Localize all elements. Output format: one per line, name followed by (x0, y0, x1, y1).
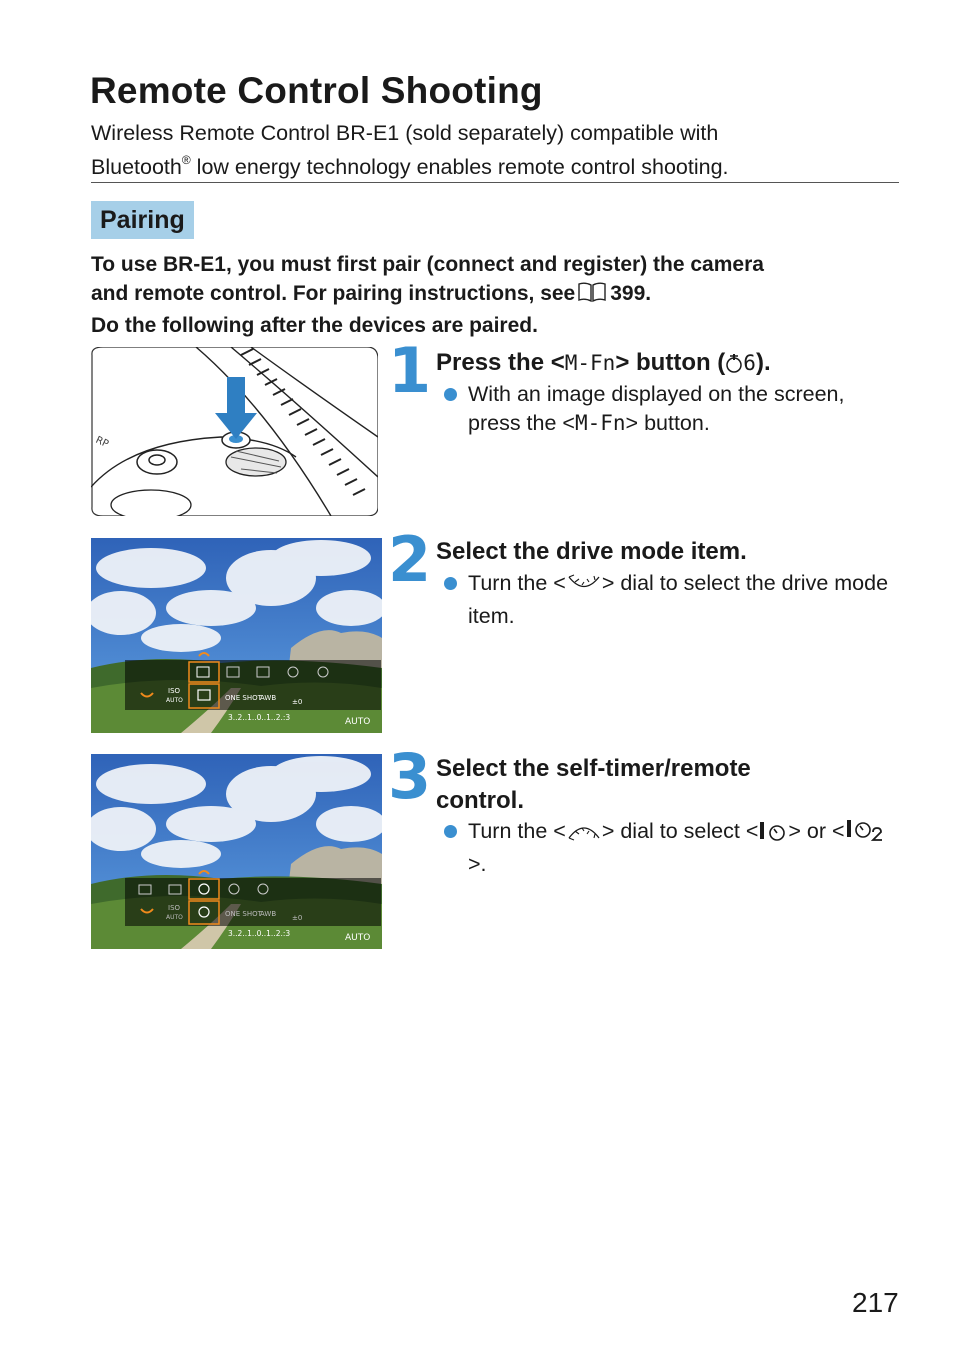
iso-label: ISO (168, 904, 181, 912)
page-title: Remote Control Shooting (90, 70, 543, 111)
step-1-title-b: > button ( (615, 349, 726, 376)
step-2-title: Select the drive mode item. (436, 538, 747, 565)
remote-2s-timer-icon (845, 818, 889, 850)
step-3-body-a: Turn the < (468, 819, 566, 843)
bullet-icon (444, 577, 457, 590)
quick-control-dial-icon (566, 820, 602, 850)
exposure-scale: 3..2..1..0..1..2.:3 (228, 713, 291, 722)
white-balance: AWB (260, 910, 277, 918)
step-1-body (444, 380, 896, 438)
af-mode: ONE SHOT (225, 910, 262, 918)
step-1-title-a: Press the < (436, 349, 565, 376)
step-1-title (436, 347, 896, 383)
step-1-title-c: ). (755, 349, 771, 376)
camera-screen-self-timer (91, 754, 382, 949)
step-3-number: 3 (388, 740, 432, 813)
registered-mark: ® (181, 153, 191, 167)
step-3-body (444, 817, 896, 879)
white-balance: AWB (260, 694, 277, 702)
iso-label: ISO (168, 687, 181, 695)
lead-line-1: To use BR-E1, you must first pair (connect and register) the camera (91, 253, 764, 276)
exposure-comp: ±0 (292, 914, 303, 922)
iso-value: AUTO (166, 914, 183, 921)
step-2-body-b: > dial to select the drive mode item. (468, 571, 889, 628)
step-3-title: Select the self-timer/remote control. (436, 755, 751, 814)
intro-line-1: Wireless Remote Control BR-E1 (sold separately) compatible with (91, 121, 719, 145)
step-2-number: 2 (388, 523, 432, 596)
section-heading-pairing: Pairing (91, 201, 194, 239)
page-number: 217 (852, 1287, 899, 1318)
exposure-scale: 3..2..1..0..1..2.:3 (228, 929, 291, 938)
section-divider (91, 182, 899, 183)
shooting-tab-icon (725, 351, 743, 383)
remote-self-timer-icon (758, 820, 788, 850)
intro-line-2 (91, 148, 891, 182)
bullet-icon (444, 388, 457, 401)
step-3-body-c: > or < (788, 819, 845, 843)
iso-value: AUTO (166, 697, 183, 704)
bullet-icon (444, 825, 457, 838)
intro-rest: low energy technology enables remote control shooting. (190, 155, 729, 180)
step-2-body (444, 569, 896, 631)
camera-top-illustration (91, 347, 378, 516)
camera-screen-drive-mode (91, 538, 382, 733)
tab-number: 6 (743, 351, 756, 375)
step-1-number: 1 (388, 334, 432, 407)
step-2-body-a: Turn the < (468, 571, 566, 595)
lead-line-3: Do the following after the devices are paired. (91, 314, 538, 337)
lead-line-2 (91, 279, 891, 311)
lead-paragraph (91, 250, 891, 340)
step-1-body-a: With an image displayed on the screen, press the < (468, 382, 845, 435)
exposure-comp: ±0 (292, 698, 303, 706)
book-reference-icon (577, 281, 607, 311)
iso-auto-readout: AUTO (345, 717, 371, 727)
svg-text:RP: RP (93, 434, 111, 451)
lead-page-ref[interactable]: 399. (610, 282, 652, 305)
step-1-body-b: > button. (625, 411, 710, 435)
mfn-button-glyph: M-Fn (564, 351, 616, 375)
af-mode: ONE SHOT (225, 694, 262, 702)
quick-control-dial-icon (566, 572, 602, 602)
lead-line-2-text: and remote control. For pairing instructions, see (91, 282, 576, 305)
intro-paragraph (91, 119, 891, 182)
intro-bluetooth: Bluetooth (91, 155, 182, 180)
mfn-button-glyph: M-Fn (574, 411, 626, 435)
step-3-body-b: > dial to select < (601, 819, 759, 843)
step-3-body-d: >. (468, 852, 487, 876)
iso-auto-readout: AUTO (345, 933, 371, 943)
